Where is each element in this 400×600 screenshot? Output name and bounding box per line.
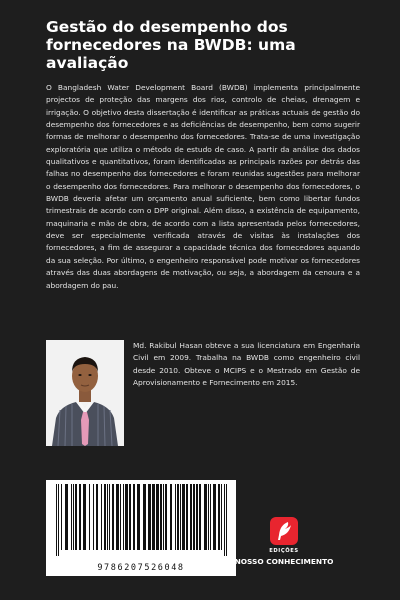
isbn-barcode	[46, 480, 236, 576]
barcode-bars	[46, 480, 236, 560]
quill-icon	[270, 517, 298, 545]
book-abstract: O Bangladesh Water Development Board (BWDB) implementa principalmente projectos de proteção das margens dos rios, controlo de cheias, drenagem e irrigação. O objetivo desta dissertação é identificar as práticas actuais de gestão do desempenho dos fornecedores e as deficiências de desempenho, bem como sugerir formas de melhorar o desempenho dos fornecedores. Trata-se de uma investigação exploratória que utiliza o método de estudo de caso. A partir da análise dos dados qualitativos e quantitativos, foram identificadas as principais razões por detrás das falhas no desempenho dos fornecedores e foram reunidas sugestões para melhorar o desempenho dos fornecedores. Para melhorar o desempenho dos fornecedores, o BWDB deveria afetar um orçamento anual suficiente, bem como libertar fundos trimestrais de acordo com o DPP original. Além disso, a existência de equipamento, maquinaria e mão de obra, de acordo com a lista apresentada pelos fornecedores, deve ser especialmente verificada através de visitas às instalações dos fornecedores, a fim de assegurar a capacidade técnica dos fornecedores aquando da sua seleção. Por último, o engenheiro responsável pode motivar os fornecedores através das duas abordagens de motivação, ou seja, a abordagem da cenoura e a abordagem do pau.	[46, 83, 360, 290]
author-bio: Md. Rakibul Hasan obteve a sua licenciatura em Engenharia Civil em 2009. Trabalha na BWDB como engenheiro civil desde 2010. Obteve o MCIPS e o Mestrado em Gestão de Aprovisionamento e Fornecimento em 2015.	[133, 341, 360, 387]
publisher-name: NOSSO CONHECIMENTO	[234, 557, 334, 566]
author-portrait-illustration	[46, 340, 124, 446]
publisher-logo	[270, 517, 298, 545]
author-photo	[46, 340, 124, 446]
publisher-label: EDIÇÕES	[269, 548, 299, 554]
book-title: Gestão do desempenho dos fornecedores na BWDB: uma avaliação	[46, 18, 296, 72]
isbn-number: 9786207526048	[97, 563, 185, 573]
